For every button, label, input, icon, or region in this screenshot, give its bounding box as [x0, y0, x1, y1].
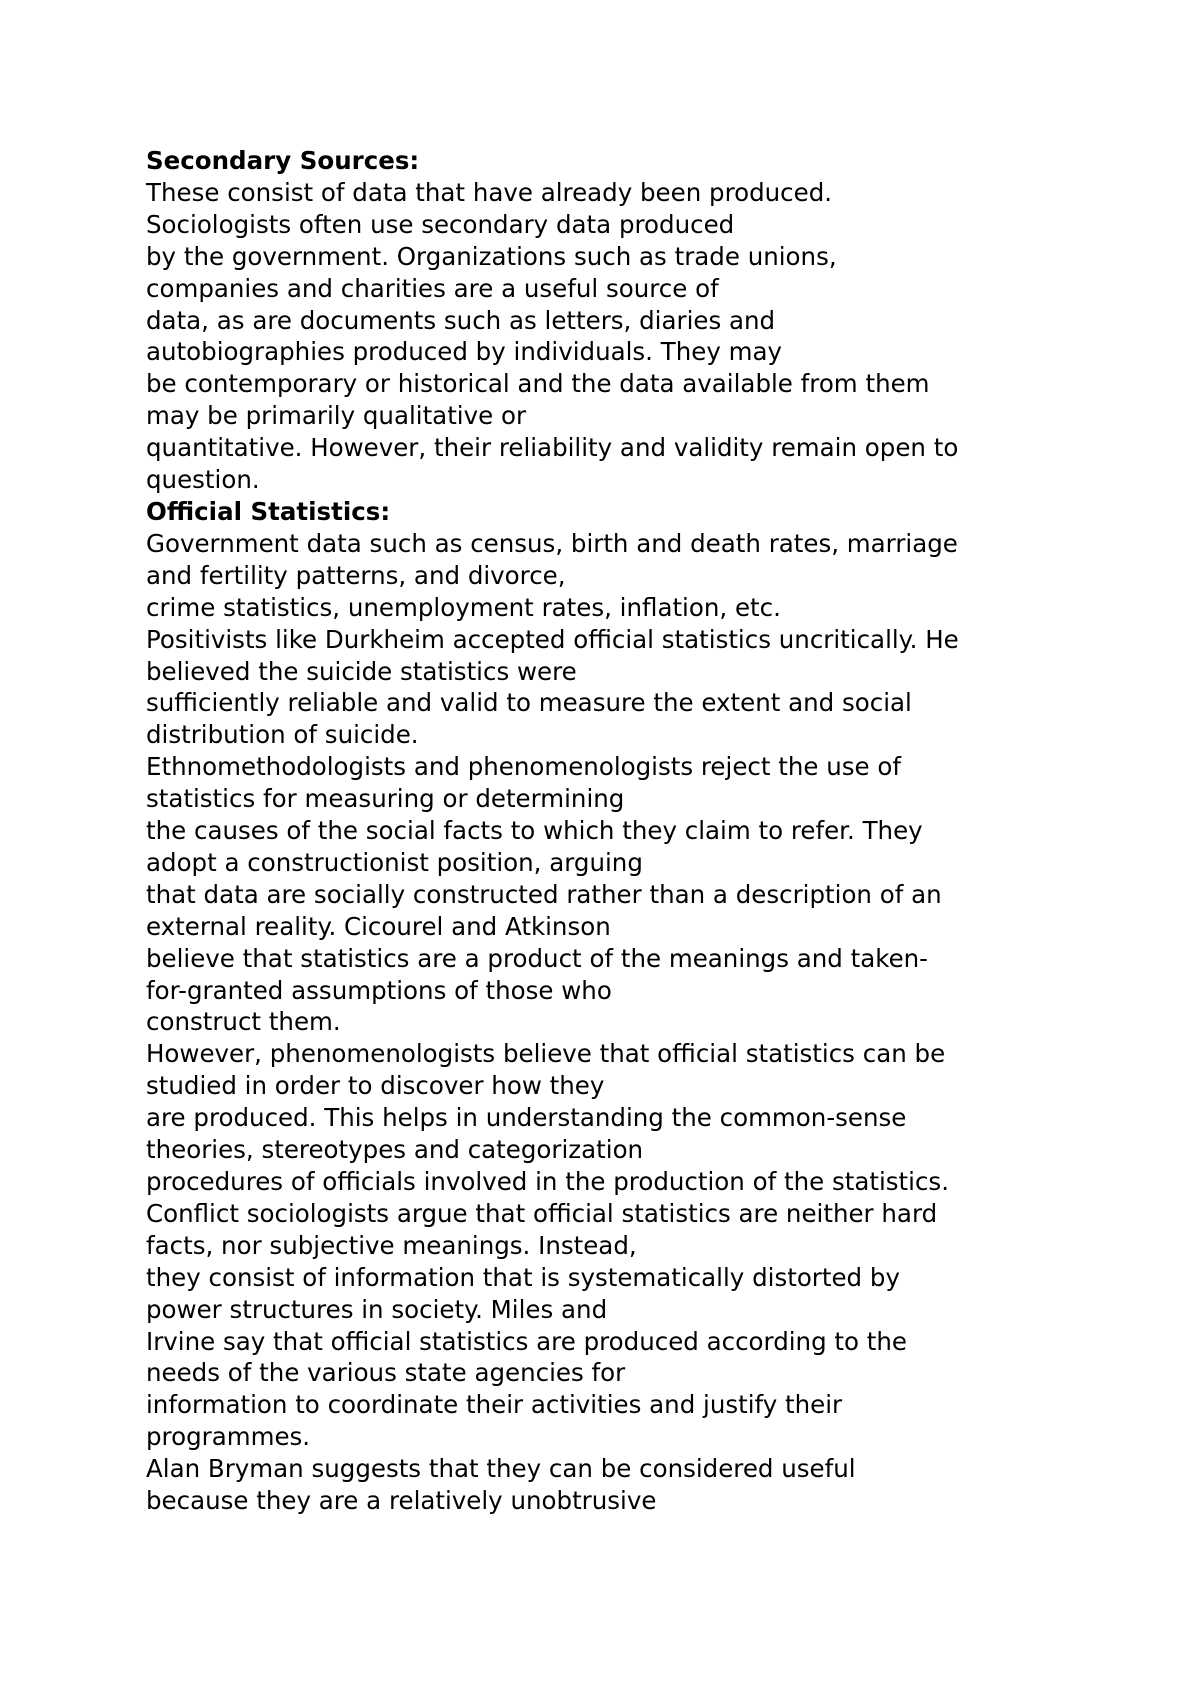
text-line: facts, nor subjective meanings. Instead, [146, 1230, 637, 1260]
document-body [146, 145, 1106, 1517]
text-line: procedures of officials involved in the production of the statistics. [146, 1167, 949, 1196]
text-line: data, as are documents such as letters, diaries and [146, 305, 776, 335]
text-line: the causes of the social facts to which they claim to refer. They [146, 816, 923, 846]
text-line: programmes. [146, 1422, 311, 1452]
text-line: believed the suicide statistics were [146, 656, 577, 686]
text-line: are produced. This helps in understanding the common-sense [146, 1103, 907, 1133]
text-line: distribution of suicide. [146, 720, 419, 750]
text-line: sufficiently reliable and valid to measure the extent and social [146, 688, 912, 718]
text-line: be contemporary or historical and the data available from them [146, 369, 930, 399]
text-line: information to coordinate their activities and justify their [146, 1390, 843, 1420]
text-line: they consist of information that is systematically distorted by [146, 1262, 900, 1292]
text-line: question. [146, 465, 260, 495]
text-line: and fertility patterns, and divorce, [146, 560, 566, 590]
text-line: Conflict sociologists argue that official statistics are neither hard [146, 1198, 938, 1228]
text-line: needs of the various state agencies for [146, 1358, 626, 1388]
text-line: power structures in society. Miles and [146, 1294, 608, 1324]
text-line: These consist of data that have already been produced. [146, 177, 833, 207]
text-line: may be primarily qualitative or [146, 401, 527, 431]
text-line: quantitative. However, their reliability and validity remain open to [146, 433, 959, 463]
text-line: Ethnomethodologists and phenomenologists reject the use of [146, 752, 902, 782]
text-line: by the government. Organizations such as trade unions, [146, 241, 837, 271]
text-line: external reality. Cicourel and Atkinson [146, 911, 611, 941]
text-line: companies and charities are a useful source of [146, 273, 719, 303]
section-heading: Official Statistics: [146, 496, 391, 526]
text-line: that data are socially constructed rather than a description of an [146, 879, 942, 909]
text-line: believe that statistics are a product of the meanings and taken- [146, 943, 929, 973]
text-line: statistics for measuring or determining [146, 784, 625, 814]
text-line: theories, stereotypes and categorization [146, 1135, 644, 1165]
text-line: crime statistics, unemployment rates, inflation, etc. [146, 592, 781, 622]
text-line: autobiographies produced by individuals. They may [146, 337, 782, 367]
text-line: for-granted assumptions of those who [146, 975, 612, 1005]
text-line: Positivists like Durkheim accepted official statistics uncritically. He [146, 624, 959, 654]
section-heading: Secondary Sources: [146, 146, 420, 175]
text-line: construct them. [146, 1007, 341, 1037]
text-line: Sociologists often use secondary data produced [146, 209, 735, 239]
text-line: Government data such as census, birth and death rates, marriage [146, 528, 958, 558]
text-line: studied in order to discover how they [146, 1071, 605, 1101]
text-line: However, phenomenologists believe that official statistics can be [146, 1039, 946, 1069]
text-line: adopt a constructionist position, arguing [146, 847, 643, 877]
text-line: Irvine say that official statistics are produced according to the [146, 1326, 908, 1356]
text-line: because they are a relatively unobtrusive [146, 1486, 657, 1516]
text-line: Alan Bryman suggests that they can be considered useful [146, 1454, 856, 1484]
